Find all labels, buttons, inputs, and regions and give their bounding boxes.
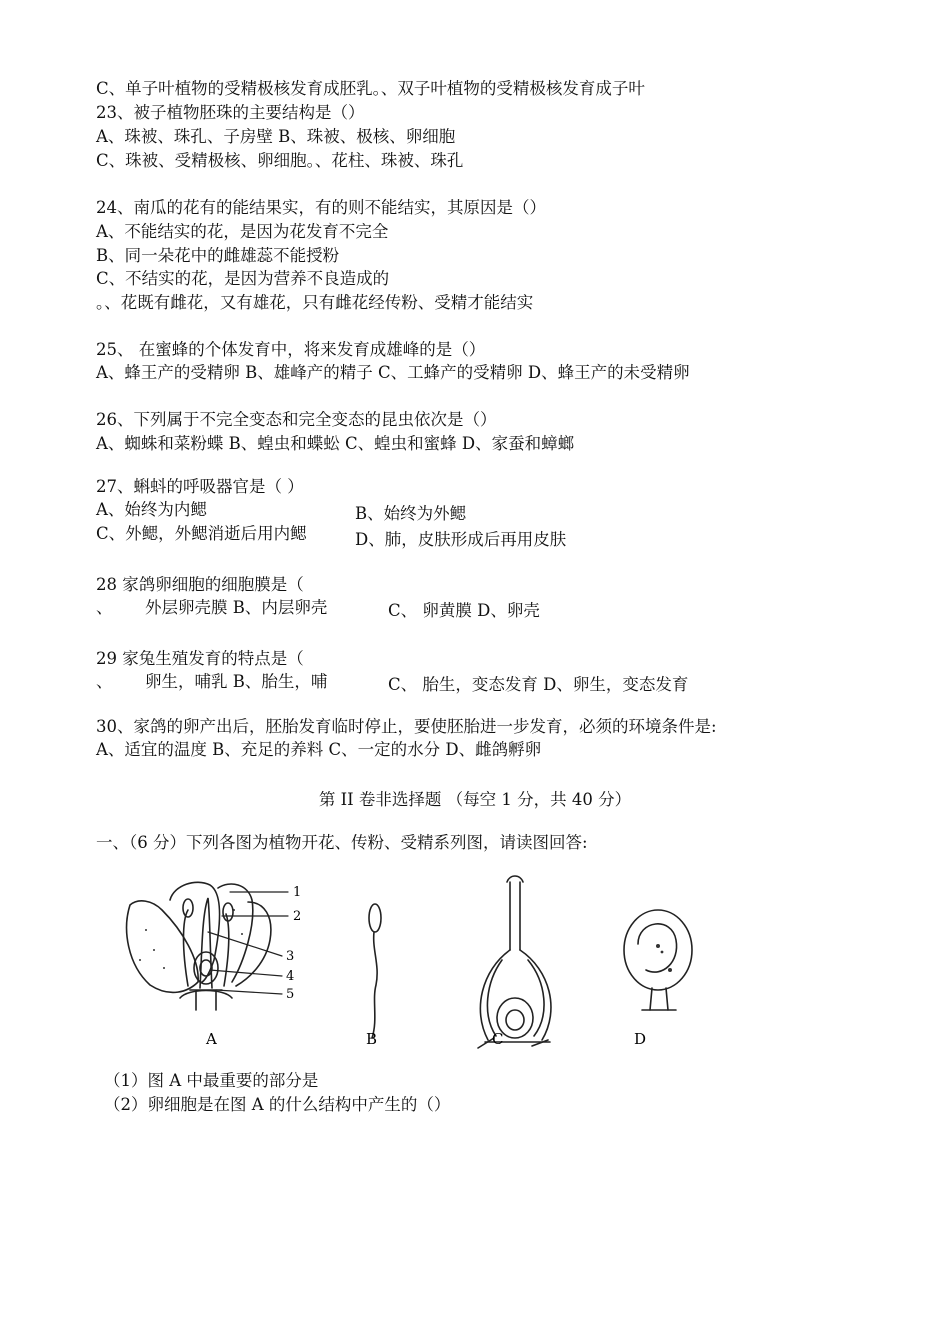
pollen-drawing [369, 904, 381, 1038]
option-mark: 、 [96, 598, 113, 617]
option-line: C、珠被、受精极核、卵细胞。、花柱、珠被、珠孔 [96, 151, 464, 170]
option-line: A、珠被、珠孔、子房壁 B、珠被、极核、卵细胞 [96, 127, 456, 146]
option-line: A、蜘蛛和菜粉蝶 B、蝗虫和蝶蚣 C、蝗虫和蜜蜂 D、家蚕和蟑螂 [96, 434, 575, 453]
option-ab: 卵生，哺乳 B、胎生，哺 [145, 672, 328, 691]
option-line: B、同一朵花中的雌雄蕊不能授粉 [96, 246, 340, 265]
option-mark: 、 [96, 672, 113, 691]
option-line: C、单子叶植物的受精极核发育成胚乳。、双子叶植物的受精极核发育成子叶 [96, 79, 645, 98]
sub-question-1: （1）图 A 中最重要的部分是 [104, 1071, 319, 1090]
part-label-2: 2 [293, 909, 302, 924]
option-ab: 外层卵壳膜 B、内层卵壳 [145, 598, 328, 617]
question-23: 23、被子植物胚珠的主要结构是（） [96, 103, 365, 122]
question-30: 30、家鸽的卵产出后，胚胎发育临时停止，要使胚胎进一步发育，必须的环境条件是: [96, 717, 717, 736]
question-25: 25、 在蜜蜂的个体发育中，将来发育成雄峰的是（） [96, 340, 486, 359]
option-d: D、肺，皮肤形成后再用皮肤 [355, 530, 567, 549]
panel-label-c: C [492, 1030, 504, 1048]
panel-label-a: A [206, 1030, 217, 1048]
option-line: 。、花既有雌花，又有雄花，只有雌花经传粉、受精才能结实 [96, 293, 534, 312]
question-28: 28 家鸽卵细胞的细胞膜是（ [96, 575, 304, 594]
option-a: A、始终为内鳃 [96, 500, 207, 519]
option-b: B、始终为外鳃 [355, 504, 467, 523]
pistil-drawing [478, 876, 551, 1048]
panel-label-b: B [366, 1030, 378, 1048]
option-line: A、适宜的温度 B、充足的养料 C、一定的水分 D、雌鸽孵卵 [96, 740, 542, 759]
question-29: 29 家兔生殖发育的特点是（ [96, 649, 304, 668]
panel-label-d: D [634, 1030, 647, 1048]
option-line: A、不能结实的花，是因为花发育不完全 [96, 222, 389, 241]
flower-diagram [110, 870, 710, 1060]
part-label-5: 5 [286, 987, 295, 1002]
part-one-heading: 一、（6 分）下列各图为植物开花、传粉、受精系列图，请读图回答: [96, 833, 588, 852]
section-title: 第 II 卷非选择题 （每空 1 分，共 40 分） [318, 790, 632, 809]
option-cd: C、 胎生，变态发育 D、卵生，变态发育 [388, 675, 689, 694]
question-24: 24、南瓜的花有的能结果实，有的则不能结实，其原因是（） [96, 198, 546, 217]
option-line: C、不结实的花，是因为营养不良造成的 [96, 269, 390, 288]
part-label-1: 1 [293, 885, 302, 900]
part-label-3: 3 [286, 949, 295, 964]
part-label-4: 4 [286, 969, 295, 984]
flower-section-drawing [127, 882, 271, 1010]
option-line: A、蜂王产的受精卵 B、雄峰产的精子 C、工蜂产的受精卵 D、蜂王产的未受精卵 [96, 363, 690, 382]
ovule-drawing [624, 910, 692, 1010]
question-27: 27、蝌蚪的呼吸器官是（ ） [96, 477, 304, 496]
sub-question-2: （2）卵细胞是在图 A 的什么结构中产生的（） [104, 1095, 451, 1114]
option-c: C、外鳃，外鳃消逝后用内鳃 [96, 524, 307, 543]
question-26: 26、下列属于不完全变态和完全变态的昆虫依次是（） [96, 410, 497, 429]
option-cd: C、 卵黄膜 D、卵壳 [388, 601, 540, 620]
